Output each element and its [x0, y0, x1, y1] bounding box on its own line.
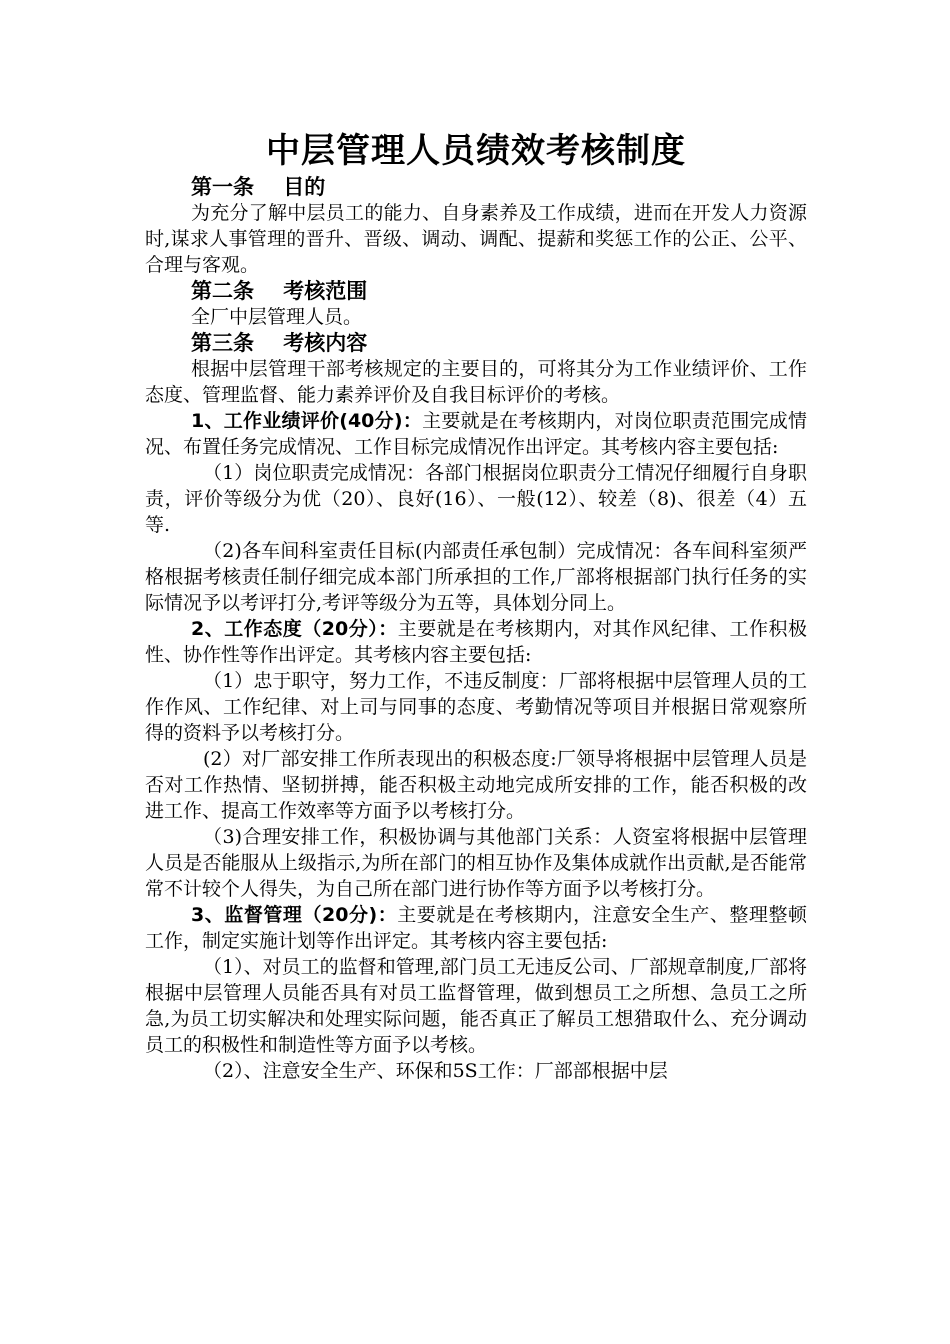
- section-heading-scope: 第二条 考核范围: [191, 279, 368, 303]
- sub-item-paragraph: （2)各车间科室责任目标(内部责任承包制）完成情况：各车间科室须严格根据考核责任制仔细完成本部门所承担的工作,厂部将根据部门执行任务的实际情况予以考评打分,考评等级分为五等，具体划分同上。: [145, 540, 807, 614]
- sub-item-paragraph: （1）岗位职责完成情况：各部门根据岗位职责分工情况仔细履行自身职责，评价等级分为优（20）、良好(16）、一般(12）、较差（8)、很差（4）五等.: [145, 462, 807, 536]
- section-heading-content: 第三条 考核内容: [191, 331, 368, 355]
- sub-item-paragraph: （2）、注意安全生产、环保和5S工作：厂部部根据中层: [203, 1060, 668, 1082]
- sub-item-paragraph: (2）对厂部安排工作所表现出的积极态度:厂领导将根据中层管理人员是否对工作热情、坚韧拼搏，能否积极主动地完成所安排的工作，能否积极的改进工作、提高工作效率等方面予以考核打分。: [145, 748, 807, 822]
- item-lead: 3、监督管理（20分)：: [191, 904, 398, 926]
- item-paragraph-supervision: [145, 902, 807, 954]
- document-page: [145, 128, 807, 1084]
- section-paragraph: 全厂中层管理人员。: [191, 306, 363, 328]
- item-text: 主要就是在考核期内，注意安全生产、整理整顿工作，制定实施计划等作出评定。其考核内容主要包括:: [145, 904, 807, 952]
- sub-item-paragraph: （1）、对员工的监督和管理,部门员工无违反公司、厂部规章制度,厂部将根据中层管理人员能否具有对员工监督管理，做到想员工之所想、急员工之所急,为员工切实解决和处理实际问题，能否真正了解员工想猎取什么、充分调动员工的积极性和制造性等方面予以考核。: [145, 956, 807, 1056]
- sub-item-paragraph: （1）忠于职守，努力工作，不违反制度：厂部将根据中层管理人员的工作作风、工作纪律、对上司与同事的态度、考勤情况等项目并根据日常观察所得的资料予以考核打分。: [145, 670, 807, 744]
- item-text: 主要就是在考核期内，对其作风纪律、工作积极性、协作性等作出评定。其考核内容主要包括:: [145, 618, 807, 666]
- document-title: 中层管理人员绩效考核制度: [266, 131, 686, 171]
- item-lead: 2、工作态度（20分）：: [191, 618, 398, 640]
- section-heading-purpose: 第一条 目的: [191, 175, 326, 199]
- item-lead: 1、工作业绩评价(40分)：: [191, 410, 423, 432]
- item-paragraph-attitude: [145, 616, 807, 668]
- item-paragraph-performance: [145, 408, 807, 460]
- item-text: 主要就是在考核期内，对岗位职责范围完成情况、布置任务完成情况、工作目标完成情况作出评定。其考核内容主要包括:: [145, 410, 807, 458]
- section-paragraph: 根据中层管理干部考核规定的主要目的，可将其分为工作业绩评价、工作态度、管理监督、能力素养评价及自我目标评价的考核。: [145, 358, 807, 406]
- section-paragraph: 为充分了解中层员工的能力、自身素养及工作成绩，进而在开发人力资源时,谋求人事管理的晋升、晋级、调动、调配、提薪和奖惩工作的公正、公平、合理与客观。: [145, 202, 807, 276]
- sub-item-paragraph: （3)合理安排工作，积极协调与其他部门关系：人资室将根据中层管理人员是否能服从上级指示,为所在部门的相互协作及集体成就作出贡献,是否能常常不计较个人得失，为自己所在部门进行协作等方面予以考核打分。: [145, 826, 807, 900]
